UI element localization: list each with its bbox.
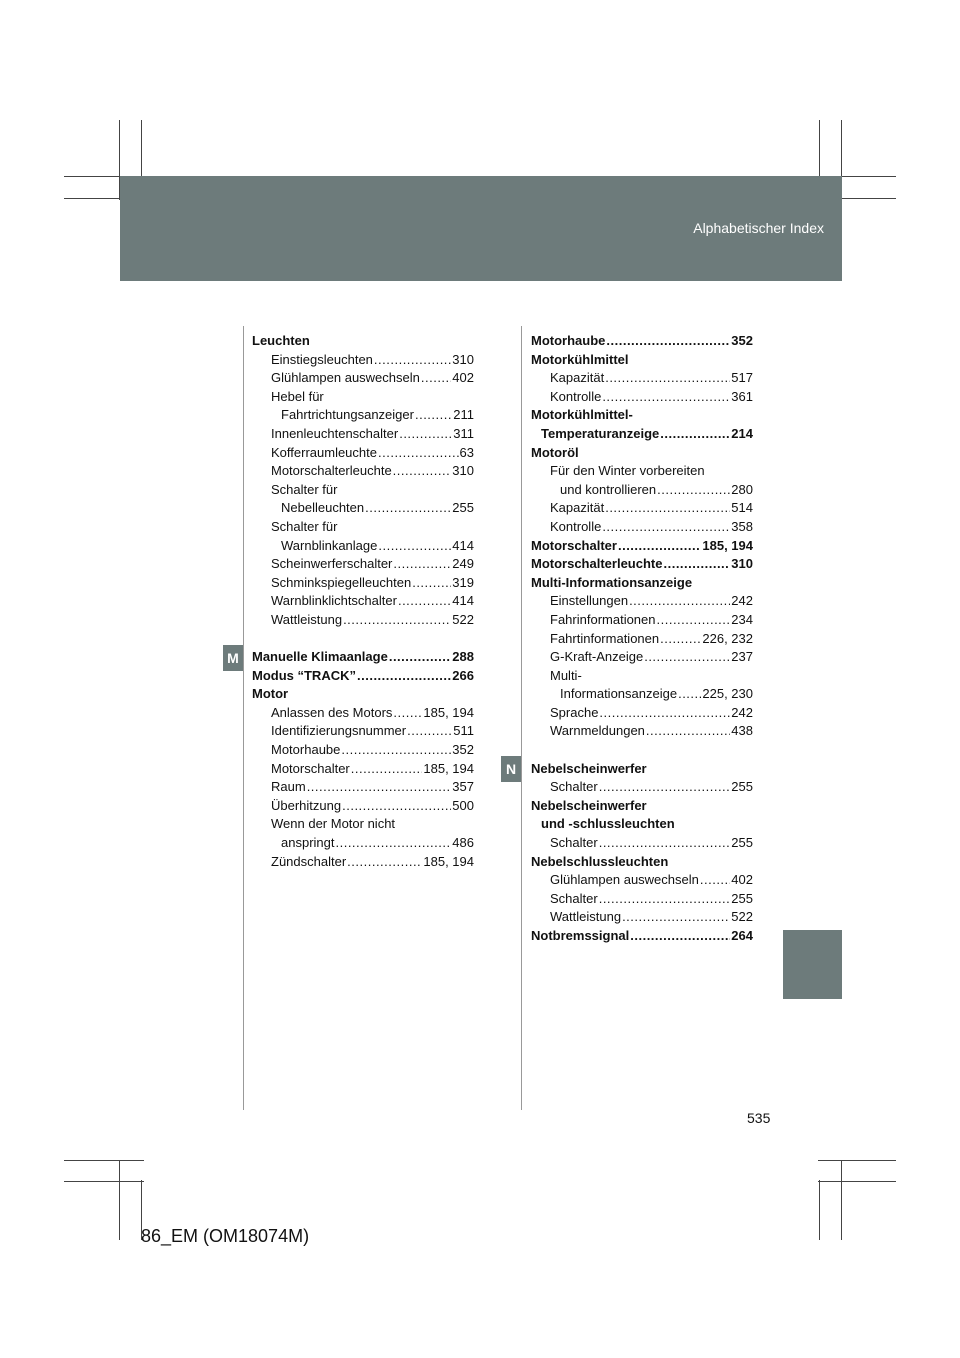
index-heading: Nebelscheinwerfer bbox=[531, 760, 647, 776]
crop-mark bbox=[119, 1160, 120, 1240]
index-entry: Fahrtrichtungsanzeiger ..... 211 bbox=[252, 406, 474, 425]
index-entry: Schalter ..... 255 bbox=[531, 890, 753, 909]
index-entry: Modus “TRACK” ..... 266 bbox=[252, 667, 474, 686]
crop-mark bbox=[64, 1160, 144, 1161]
index-entry: Nebelleuchten ..... 255 bbox=[252, 499, 474, 518]
index-entry: Wenn der Motor nicht bbox=[271, 816, 396, 832]
index-entry: Motorschalter ..... 185, 194 bbox=[252, 760, 474, 779]
index-entry: anspringt ..... 486 bbox=[252, 834, 474, 853]
index-entry: Kontrolle ..... 361 bbox=[531, 388, 753, 407]
index-entry: Sprache ..... 242 bbox=[531, 704, 753, 723]
crop-mark bbox=[841, 1160, 842, 1240]
index-entry: Notbremssignal ..... 264 bbox=[531, 927, 753, 946]
index-entry: G-Kraft-Anzeige ..... 237 bbox=[531, 648, 753, 667]
index-entry: Fahrinformationen ..... 234 bbox=[531, 611, 753, 630]
index-heading: Nebelscheinwerfer bbox=[531, 797, 647, 813]
column-divider bbox=[521, 326, 522, 1110]
index-entry: Fahrtinformationen ..... 226, 232 bbox=[531, 630, 753, 649]
index-column-right bbox=[531, 332, 753, 946]
crop-mark bbox=[819, 1180, 820, 1240]
header-band bbox=[120, 176, 842, 281]
crop-mark bbox=[818, 1181, 896, 1182]
page-title: Alphabetischer Index bbox=[693, 220, 824, 236]
index-entry: Motorschalterleuchte ..... 310 bbox=[252, 462, 474, 481]
index-heading: Nebelschlussleuchten bbox=[531, 853, 669, 869]
column-divider bbox=[243, 326, 244, 1110]
index-entry: Warnblinklichtschalter ..... 414 bbox=[252, 592, 474, 611]
index-entry: und kontrollieren ..... 280 bbox=[531, 481, 753, 500]
index-heading: Motorkühlmittel- bbox=[531, 407, 633, 423]
index-entry: Kofferraumleuchte ..... 63 bbox=[252, 444, 474, 463]
letter-tab-n: N bbox=[501, 756, 521, 782]
index-heading: Multi-Informationsanzeige bbox=[531, 574, 693, 590]
index-entry: Motorschalter ..... 185, 194 bbox=[531, 537, 753, 556]
index-heading: Motor bbox=[252, 686, 289, 702]
letter-tab-m: M bbox=[223, 645, 243, 671]
index-entry: Kapazität ..... 514 bbox=[531, 499, 753, 518]
index-entry: Raum ..... 357 bbox=[252, 778, 474, 797]
index-entry: Manuelle Klimaanlage ..... 288 bbox=[252, 648, 474, 667]
index-entry: Warnmeldungen ..... 438 bbox=[531, 722, 753, 741]
index-entry: Motorschalterleuchte ..... 310 bbox=[531, 555, 753, 574]
index-entry: Wattleistung ..... 522 bbox=[531, 908, 753, 927]
index-entry: Zündschalter ..... 185, 194 bbox=[252, 853, 474, 872]
index-entry: Schminkspiegelleuchten ..... 319 bbox=[252, 574, 474, 593]
section-thumb-tab bbox=[783, 930, 842, 999]
index-entry: Innenleuchtenschalter ..... 311 bbox=[252, 425, 474, 444]
index-entry: Kapazität ..... 517 bbox=[531, 369, 753, 388]
index-heading: Motoröl bbox=[531, 444, 579, 460]
index-entry: Temperaturanzeige ..... 214 bbox=[531, 425, 753, 444]
index-entry: Kontrolle ..... 358 bbox=[531, 518, 753, 537]
index-entry: Schalter ..... 255 bbox=[531, 778, 753, 797]
index-heading: und -schlussleuchten bbox=[541, 816, 675, 832]
index-entry: Einstiegsleuchten ..... 310 bbox=[252, 351, 474, 370]
index-entry: Glühlampen auswechseln ..... 402 bbox=[252, 369, 474, 388]
index-entry: Warnblinkanlage ..... 414 bbox=[252, 537, 474, 556]
index-entry: Glühlampen auswechseln ..... 402 bbox=[531, 871, 753, 890]
index-entry: Multi- bbox=[550, 667, 582, 683]
index-entry: Schalter ..... 255 bbox=[531, 834, 753, 853]
index-entry: Schalter für bbox=[271, 518, 338, 534]
index-entry: Einstellungen ..... 242 bbox=[531, 592, 753, 611]
page-number: 535 bbox=[747, 1110, 771, 1126]
index-entry: Anlassen des Motors ..... 185, 194 bbox=[252, 704, 474, 723]
index-entry: Wattleistung ..... 522 bbox=[252, 611, 474, 630]
index-entry: Schalter für bbox=[271, 481, 338, 497]
index-entry: Informationsanzeige ..... 225, 230 bbox=[531, 685, 753, 704]
index-entry: Motorhaube ..... 352 bbox=[252, 741, 474, 760]
index-entry: Scheinwerferschalter ..... 249 bbox=[252, 555, 474, 574]
index-entry: Hebel für bbox=[271, 388, 324, 404]
index-entry: Identifizierungsnummer ..... 511 bbox=[252, 722, 474, 741]
index-heading: Motorkühlmittel bbox=[531, 351, 629, 367]
index-heading: Leuchten bbox=[252, 333, 310, 348]
index-entry: Für den Winter vorbereiten bbox=[550, 463, 705, 479]
index-entry: Motorhaube ..... 352 bbox=[531, 332, 753, 351]
crop-mark bbox=[64, 1181, 144, 1182]
index-entry: Überhitzung ..... 500 bbox=[252, 797, 474, 816]
crop-mark bbox=[818, 1160, 896, 1161]
document-code: 86_EM (OM18074M) bbox=[141, 1226, 310, 1246]
index-column-left bbox=[252, 332, 474, 871]
